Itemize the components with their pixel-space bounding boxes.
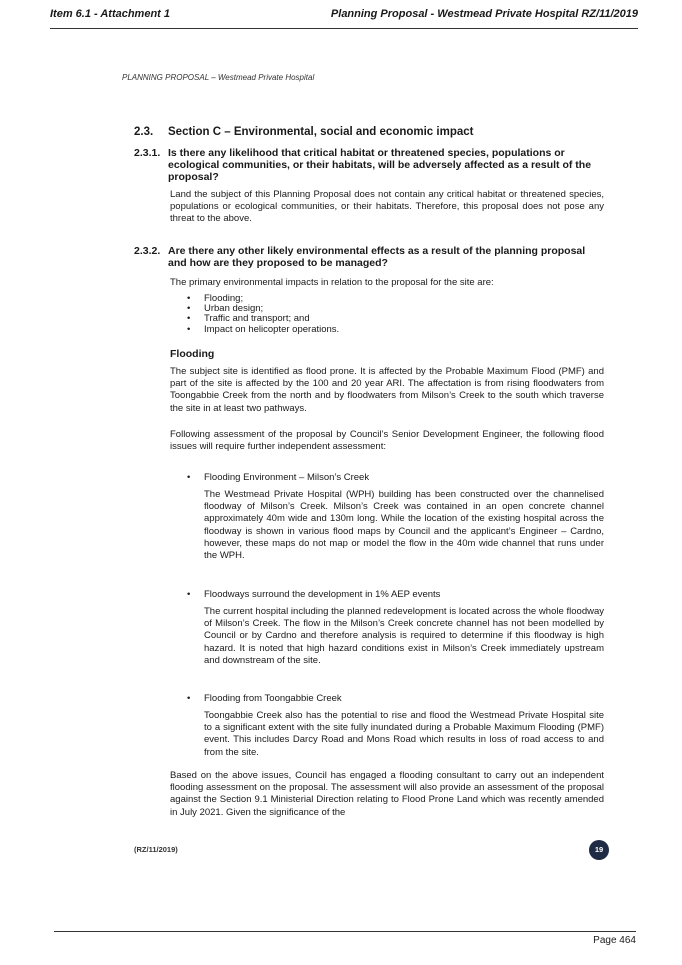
section-number: 2.3.: [134, 126, 154, 138]
flood-issue-body: Toongabbie Creek also has the potential to rise and flood the Westmead Private Hospital site to a significant extent with the site fully inundated during a Probable Maximum Flooding (PMF) event. This includes Darcy Road and Mons Road which results in loss of road access to and from the site.: [204, 710, 604, 758]
page-number: Page 464: [593, 935, 636, 946]
question-title: Is there any likelihood that critical habitat or threatened species, populations or ecological communities, or their habitats, will be adversely affected as a result of the proposal?: [168, 147, 592, 183]
footer-divider: [54, 931, 636, 932]
bullet-icon: •: [187, 472, 191, 483]
question-number: 2.3.1.: [134, 147, 161, 159]
header-divider: [50, 28, 638, 29]
flood-issue-title: Floodways surround the development in 1% AEP events: [204, 589, 441, 600]
section-title: Section C – Environmental, social and economic impact: [168, 126, 474, 138]
question-answer-2-3-1: Land the subject of this Planning Proposal does not contain any critical habitat or threatened species, populations or ecological communities, or their habitats. Therefore, this proposal does not pose any threat to the above.: [170, 189, 604, 225]
document-subtitle: PLANNING PROPOSAL – Westmead Private Hospital: [122, 73, 315, 82]
bullet-icon: •: [187, 693, 191, 704]
flooding-paragraph-3: Based on the above issues, Council has engaged a flooding consultant to carry out an independent flooding assessment on the proposal. The assessment will also provide an assessment of the proposal against the Section 9.1 Ministerial Direction relating to Flood Prone Land which was recently amended in July 2021. Given the significance of the: [170, 770, 604, 818]
flooding-paragraph-1: The subject site is identified as flood prone. It is affected by the Probable Maximum Flood (PMF) and part of the site is affected by the 100 and 20 year ARI. The affectation is from rising floodwaters from Toongabbie Creek from the north and by floodwaters from Milson’s Creek to the south which traverse the site in at least two pathways.: [170, 366, 604, 414]
page-header: [50, 8, 638, 26]
question-title: Are there any other likely environmental effects as a result of the planning proposal and how are they proposed to be managed?: [168, 245, 586, 269]
list-item: • Urban design;: [187, 303, 264, 315]
bullet-icon: •: [187, 323, 191, 335]
flooding-paragraph-2: Following assessment of the proposal by Council’s Senior Development Engineer, the following flood issues will require further independent assessment:: [170, 429, 604, 453]
flood-issue-title: Flooding from Toongabbie Creek: [204, 693, 342, 704]
bullet-icon: •: [187, 293, 191, 304]
header-item-label: Item 6.1 - Attachment 1: [50, 8, 171, 20]
flood-issue-title: Flooding Environment – Milson’s Creek: [204, 472, 370, 483]
reference-code: (RZ/11/2019): [134, 845, 178, 854]
list-item: • Impact on helicopter operations.: [187, 323, 340, 335]
impacts-list: [170, 294, 604, 335]
flood-issue-body: The Westmead Private Hospital (WPH) building has been constructed over the channelised floodway of Milson’s Creek. Milson’s Creek was contained in an open concrete channel approximately 40m wide and 130m long. While the location of the existing hospital across the floodway is shown in various flood maps by Council and the applicant’s Engineer – Cardno, however, these maps do not map or model the flow in the 40m wide channel that runs under the WPH.: [204, 489, 604, 562]
list-item: • Traffic and transport; and: [187, 313, 310, 325]
section-heading: [134, 126, 604, 138]
flooding-heading: Flooding: [170, 348, 215, 360]
question-heading-2-3-2: [134, 245, 604, 269]
internal-page-badge: 19: [589, 840, 609, 860]
bullet-icon: •: [187, 303, 191, 315]
question-heading-2-3-1: [134, 147, 604, 183]
header-document-title: Planning Proposal - Westmead Private Hospital RZ/11/2019: [330, 8, 638, 20]
list-item: • Flooding;: [187, 293, 244, 304]
impacts-intro: The primary environmental impacts in relation to the proposal for the site are:: [170, 277, 494, 288]
bullet-icon: •: [187, 313, 191, 325]
question-number: 2.3.2.: [134, 245, 161, 257]
flood-issue-body: The current hospital including the planned redevelopment is located across the whole floodway of Milson’s Creek. The flow in the Milson’s Creek concrete channel has not been modelled by Council or by Cardno and therefore analysis is required to determine if this floodway is high hazard. It is noted that high hazard conditions exist in Milson’s Creek immediately upstream and downstream of the site.: [204, 606, 604, 666]
bullet-icon: •: [187, 589, 191, 600]
